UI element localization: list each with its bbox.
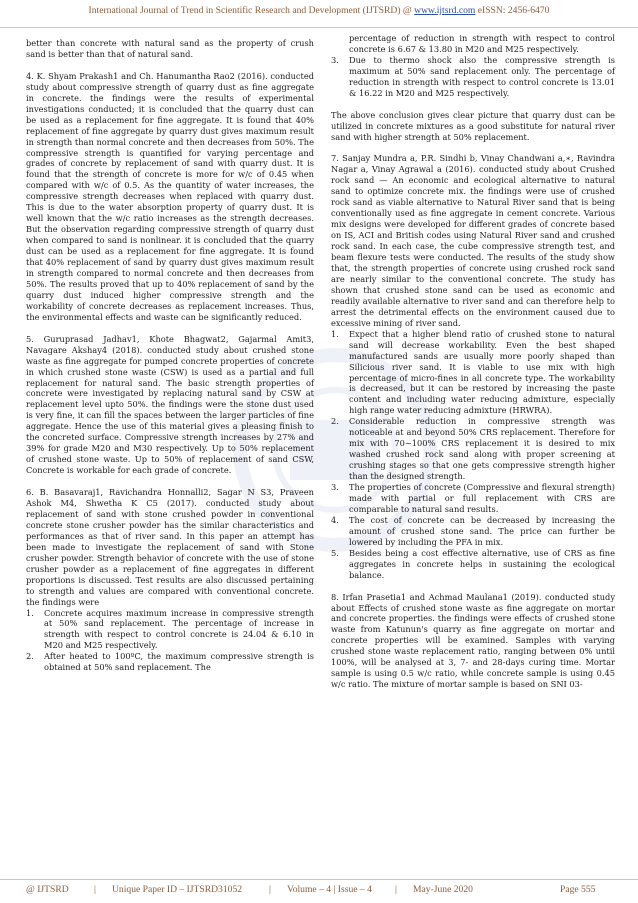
finding-number: 5. (331, 547, 339, 558)
finding-item (26, 651, 314, 673)
finding-number: 3. (331, 54, 339, 65)
finding-item (331, 55, 615, 99)
finding-text: Due to thermo shock also the compressive strength is maximum at 50% sand replacement only. The percentage of reduction in strength with respect to control concrete is 13.01 & 16.22 in M20 and M25 respectively. (349, 54, 615, 98)
review-item-4: 4. K. Shyam Prakash1 and Ch. Hanumantha Rao2 (2016). conducted study about compressive strength of quarry dust as fine aggregate in concrete. the findings were the results of experimental investigations conducted; it is concluded that the quarry dust can be used as a replacement for fine aggregate. It is found that 40% replacement of fine aggregate by quarry dust gives maximum result in strength than normal concrete and then decreases from 50%. The compressive strength is quantified for varying percentage and grades of concrete by replacement of sand with quarry dust. It is found that the strength of concrete is more for w/c of 0.45 when compared with w/c of 0.5. As the quantity of water increases, the compressive strength decreases when replaced with quarry dust. This is due to the water absorption property of quarry dust. It is well known that the w/c ratio increases as the strength decreases. But the observation regarding compressive strength of quarry dust when compared to sand is nonlinear. it is concluded that the quarry dust can be used as a replacement for fine aggregate. It is found that 40% replacement of sand by quarry dust gives maximum result in strength compared to normal concrete and then decreases from 50%. The results proved that up to 40% replacement of sand by the quarry dust induced higher compressive strength and the workability of concrete decreases as replacement increases. Thus, the environmental effects and waste can be significantly reduced. (26, 70, 314, 322)
finding-number: 2. (26, 651, 34, 662)
header-journal-title: International Journal of Trend in Scientific Research and Development (IJTSRD) @ (88, 5, 415, 16)
finding-text: Considerable reduction in compressive strength was noticeable at and beyond 50% CRS replacement. Therefore for mix with 70~100% CRS replacement it is desired to mix washed crushed rock sand along with proper screening at crushing stages so that one gets compressive strength higher than the designed strength. (349, 416, 615, 482)
finding-text: After heated to 100ºC, the maximum compressive strength is obtained at 50% sand replacement. The (44, 651, 314, 673)
footer-volume-issue: Volume – 4 | Issue – 4 (287, 884, 372, 895)
finding-text: percentage of reduction in strength with respect to control concrete is 6.67 & 13.80 in M20 and M25 respectively. (349, 33, 615, 54)
finding-number: 2. (331, 416, 339, 427)
finding-item (331, 515, 615, 548)
right-column (331, 33, 615, 690)
footer-paper-id: Unique Paper ID – IJTSRD31052 (112, 884, 243, 895)
review-item-6: 6. B. Basavaraj1, Ravichandra Honnalli2, Sagar N S3, Praveen Ashok M4, Shwetha K C5 (2017). conducted study about replacement of sand with stone crushed powder in conventional concrete stone crusher powder has the similar characteristics and performances as that of river sand. In this paper an attempt has been made to investigate the replacement of sand with Stone crusher powder. Strength behavior of concrete with the use of stone crusher powder as a replacement of fine aggregates in different proportions is discussed. Test results are also discussed pertaining to strength and values are compared with conventional concrete. the findings were (26, 487, 314, 607)
finding-text: The properties of concrete (Compressive and flexural strength) made with partial or full replacement with CRS are comparable to natural sand results. (349, 482, 615, 514)
finding-item (26, 608, 314, 652)
finding-number: 4. (331, 514, 339, 525)
finding-number: 3. (331, 482, 339, 493)
header-rule (0, 27, 638, 28)
review-item-6-findings-continued (331, 33, 615, 99)
left-column (26, 38, 314, 684)
review-item-7-findings (331, 329, 615, 581)
footer-separator: | (395, 884, 397, 895)
running-footer (0, 884, 638, 898)
footer-journal: @ IJTSRD (26, 884, 69, 895)
review-item-7: 7. Sanjay Mundra a, P.R. Sindhi b, Vinay Chandwani a,∗, Ravindra Nagar a, Vinay Agrawal a (2016). conducted study about Crushed rock sand — An economic and ecological alternative to natural sand to optimize concrete mix. the findings were use of crushed rock sand as viable alternative to Natural River sand that is being conventionally used as fine aggregate in cement concrete. Various mix designs were developed for different grades of concrete based on IS, ACI and British codes using Natural River sand and crushed rock sand. In each case, the cube compressive strength test, and beam flexure tests were conducted. The results of the study show that, the strength properties of concrete using crushed rock sand are nearly similar to the conventional concrete. The study has shown that crushed stone sand can be used as economic and readily available alternative to river sand and can therefore help to arrest the detrimental effects on the environment caused due to excessive mining of river sand. (331, 153, 615, 328)
finding-number: 1. (331, 328, 339, 339)
header-website-link[interactable]: www.ijtsrd.com (414, 5, 476, 16)
review-item-8: 8. Irfan Prasetia1 and Achmad Maulana1 (2019). conducted study about Effects of crushed stone waste as fine aggregate on mortar and concrete properties. the findings were effects of crushed stone waste from Katunun's quarry as fine aggregate on mortar and concrete properties will be examined. Samples with varying crushed stone waste replacement ratio, ranging between 0% until 100%, will be analysed at 3, 7- and 28-days curing time. Mortar sample is using 0.5 w/c ratio, while concrete sample is using 0.45 w/c ratio. The mixture of mortar sample is based on SNI 03- (331, 591, 615, 690)
footer-rule (0, 879, 638, 880)
header-issn: eISSN: 2456-6470 (475, 5, 550, 16)
finding-item (331, 416, 615, 482)
finding-text: Expect that a higher blend ratio of crushed stone to natural sand will decrease workability. Even the best shaped manufactured sands are usually more poorly shaped than Silicious river sand. It is viable to use mix with high percentage of micro-fines in all concrete type. The workability is decreased, but it can be restored by increasing the paste content and including water reducing admixture, especially high range water reducing admixture (HRWRA). (349, 328, 615, 416)
footer-separator: | (269, 884, 271, 895)
footer-separator: | (94, 884, 96, 895)
finding-item (331, 548, 615, 581)
paragraph-continuation: better than concrete with natural sand as the property of crush sand is better than that of natural sand. (26, 38, 314, 59)
finding-item (331, 329, 615, 417)
finding-text: Concrete acquires maximum increase in compressive strength at 50% sand replacement. The percentage of increase in strength with respect to control concrete is 24.04 & 6.10 in M20 and M25 respectively. (44, 607, 314, 651)
footer-page-number: Page 555 (560, 884, 596, 895)
conclusion-paragraph: The above conclusion gives clear picture that quarry dust can be utilized in concrete mixtures as a good substitute for natural river sand with higher strength at 50% replacement. (331, 109, 615, 142)
review-item-5: 5. Guruprasad Jadhav1, Khote Bhagwat2, Gajarmal Amit3, Navagare Akshay4 (2018). conducted study about crushed stone waste as fine aggregate for pumped concrete properties of concrete in which crushed stone waste (CSW) is used as a partial and full replacement for natural sand. The basic strength properties of concrete were investigated by replacing natural sand by CSW at replacement level upto 50%. the findings were the stone dust used is very fine, it can fill the spaces between the larger particles of fine aggregate. Hence the use of this material gives a pleasing finish to the concreted surface. Compressive strength increases by 27% and 39% for grade M20 and M30 respectively. Up to 50% replacement of crushed stone waste. Up to 50% of replacement of sand CSW, Concrete is workable for each grade of concrete. (26, 333, 314, 476)
finding-item (331, 482, 615, 515)
finding-item (331, 33, 615, 55)
footer-date: May-June 2020 (413, 884, 473, 895)
finding-number: 1. (26, 607, 34, 618)
finding-text: Besides being a cost effective alternative, use of CRS as fine aggregates in concrete helps in sustaining the ecological balance. (349, 547, 615, 580)
finding-text: The cost of concrete can be decreased by increasing the amount of crushed stone sand. The price can further be lowered by including the PFA in mix. (349, 514, 615, 547)
running-header (0, 5, 638, 21)
review-item-6-findings (26, 608, 314, 674)
